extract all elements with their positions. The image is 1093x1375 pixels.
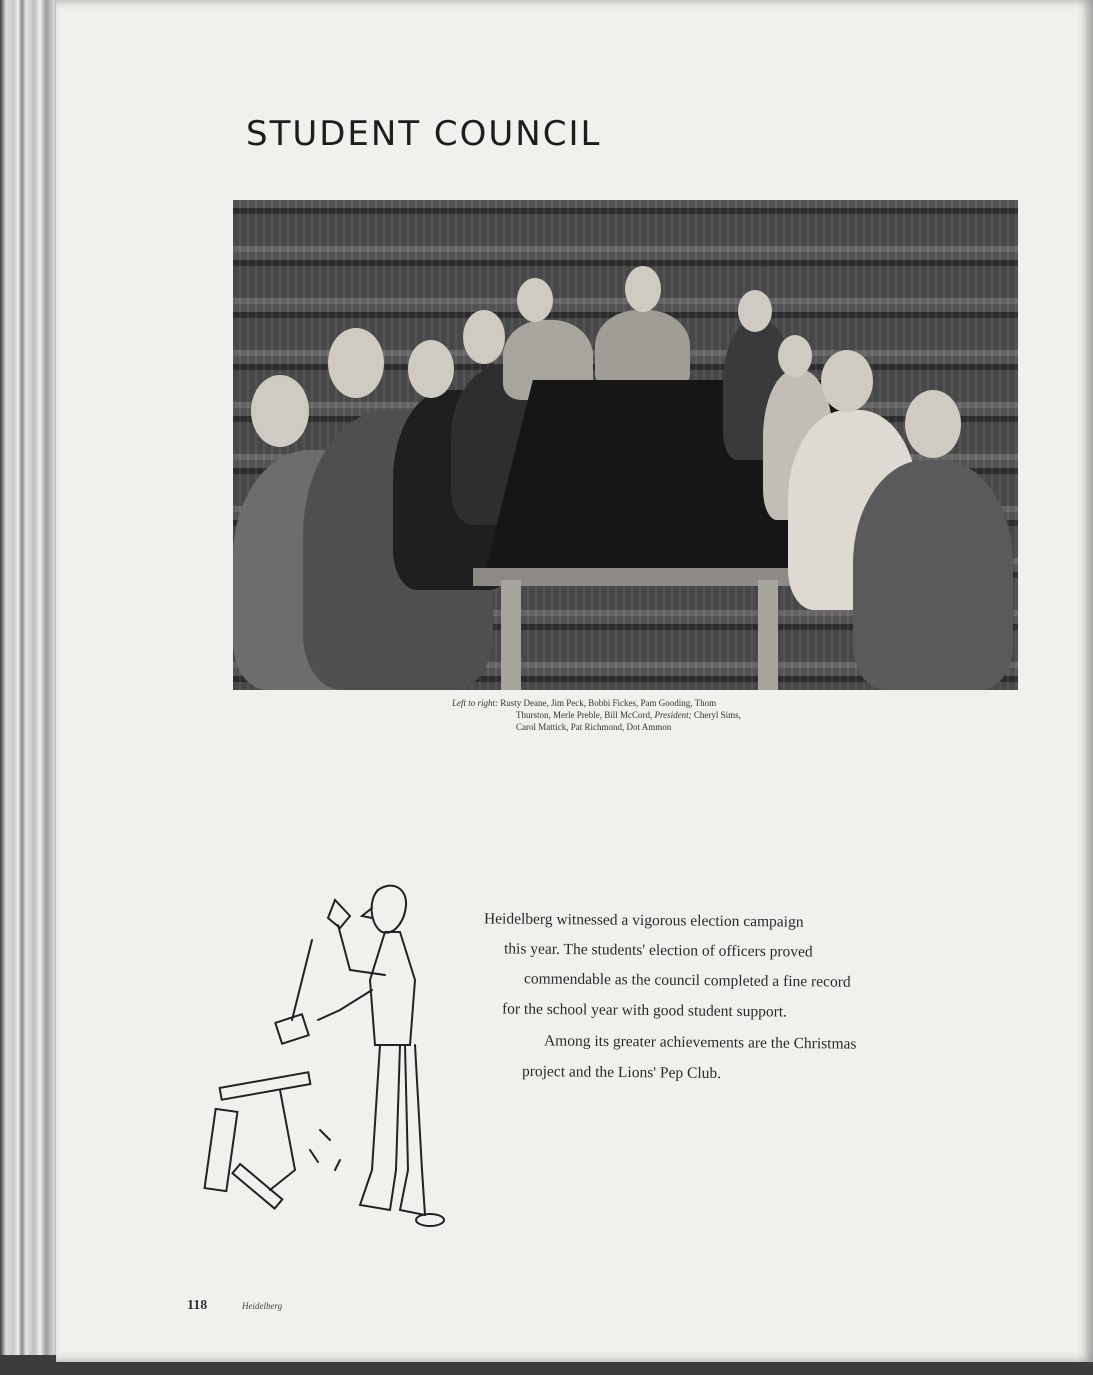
student-face (778, 335, 812, 377)
student-face (463, 310, 505, 364)
student-figure (595, 310, 690, 390)
body-line-3: commendable as the council completed a fine record (523, 970, 851, 991)
page-title: STUDENT COUNCIL (246, 114, 602, 154)
student-face (328, 328, 384, 398)
body-line-5: Among its greater achievements are the Christmas (543, 1032, 857, 1053)
student-face (251, 375, 309, 447)
student-face (821, 350, 873, 412)
student-face (905, 390, 961, 458)
caption-names-line-2b: Cheryl Sims, (693, 710, 741, 720)
student-face (408, 340, 454, 398)
caption-names-line-3: Carol Mattick, Pat Richmond, Dot Ammon (516, 722, 672, 732)
body-line-6: project and the Lions' Pep Club. (521, 1062, 722, 1083)
body-line-4: for the school year with good student support. (501, 1000, 788, 1021)
caption-names-line-2a: Thurston, Merle Preble, Bill McCord, (516, 710, 653, 720)
caption-names-line-1: Rusty Deane, Jim Peck, Bobbi Fickes, Pam Gooding, Thom (500, 698, 717, 708)
gavel-man-illustration (200, 870, 460, 1250)
table-leg (501, 580, 521, 690)
page-number: 118 (187, 1298, 208, 1313)
running-title: Heidelberg (242, 1301, 283, 1311)
photo-caption (452, 697, 822, 733)
table-leg (758, 580, 778, 690)
body-line-1: Heidelberg witnessed a vigorous election campaign (483, 910, 804, 931)
student-face (517, 278, 553, 322)
group-photograph (233, 200, 1018, 690)
caption-line-2 (452, 709, 822, 721)
student-face (738, 290, 772, 332)
student-figure (853, 460, 1013, 690)
caption-lead: Left to right: (452, 698, 499, 708)
student-face (625, 266, 661, 312)
body-line-2: this year. The students' election of officers proved (503, 940, 813, 961)
caption-role: President; (654, 710, 692, 720)
